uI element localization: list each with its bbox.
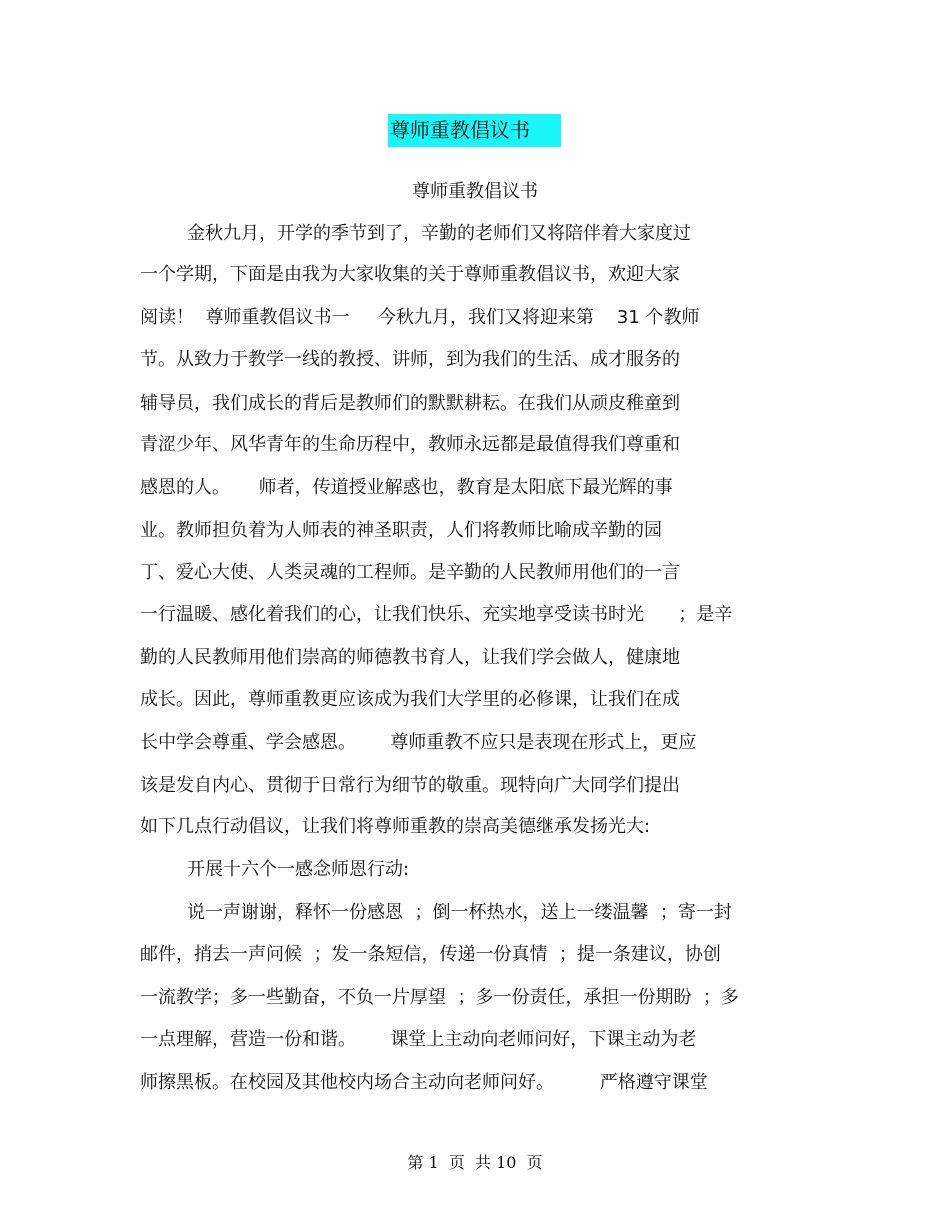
body-line: 邮件，捎去一声问候 ；发一条短信，传递一份真情 ；提一条建议，协创	[140, 944, 721, 965]
body-line: 金秋九月，开学的季节到了，辛勤的老师们又将陪伴着大家度过	[187, 223, 691, 244]
body-line: 勤的人民教师用他们崇高的师德教书育人，让我们学会做人，健康地	[140, 647, 680, 668]
body-line: 感恩的人。 师者，传道授业解惑也，教育是太阳底下最光辉的事	[140, 477, 673, 498]
page-footer: 第 1 页 共 10 页	[407, 1153, 543, 1172]
body-line: 成长。因此，尊师重教更应该成为我们大学里的必修课，让我们在成	[140, 689, 680, 710]
body-line: 业。教师担负着为人师表的神圣职责，人们将教师比喻成辛勤的园	[140, 520, 662, 541]
body-line: 丁、爱心大使、人类灵魂的工程师。是辛勤的人民教师用他们的一言	[140, 562, 680, 583]
body-line: 该是发自内心、贯彻于日常行为细节的敬重。现特向广大同学们提出	[140, 775, 680, 796]
body-line: 辅导员，我们成长的背后是教师们的默默耕耘。在我们从顽皮稚童到	[140, 393, 680, 414]
document-subtitle: 尊师重教倡议书	[412, 181, 538, 202]
body-line: 长中学会尊重、学会感恩。 尊师重教不应只是表现在形式上，更应	[140, 732, 697, 753]
body-line: 一点理解，营造一份和谐。 课堂上主动向老师问好，下课主动为老	[140, 1029, 697, 1050]
body-line: 师擦黑板。在校园及其他校内场合主动向老师问好。 严格遵守课堂	[140, 1072, 708, 1093]
body-line: 一行温暖、感化着我们的心，让我们快乐、充实地享受读书时光 ；是辛	[140, 604, 733, 625]
body-line: 节。从致力于教学一线的教授、讲师，到为我们的生活、成才服务的	[140, 349, 680, 370]
body-line: 说一声谢谢，释怀一份感恩 ；倒一杯热水，送上一缕温馨 ；寄一封	[187, 902, 732, 923]
body-line: 青涩少年、风华青年的生命历程中，教师永远都是最值得我们尊重和	[140, 434, 680, 455]
body-line: 如下几点行动倡议，让我们将尊师重教的崇高美德继承发扬光大:	[140, 816, 651, 837]
body-line: 开展十六个一感念师恩行动:	[187, 859, 410, 880]
body-line: 一流教学；多一些勤奋，不负一片厚望 ；多一份责任，承担一份期盼 ；多	[140, 987, 739, 1008]
page-title: 尊师重教倡议书	[388, 114, 561, 147]
body-line: 一个学期，下面是由我为大家收集的关于尊师重教倡议书，欢迎大家	[140, 264, 680, 285]
body-line: 阅读！ 尊师重教倡议书一 今秋九月，我们又将迎来第 31 个教师	[140, 307, 700, 328]
